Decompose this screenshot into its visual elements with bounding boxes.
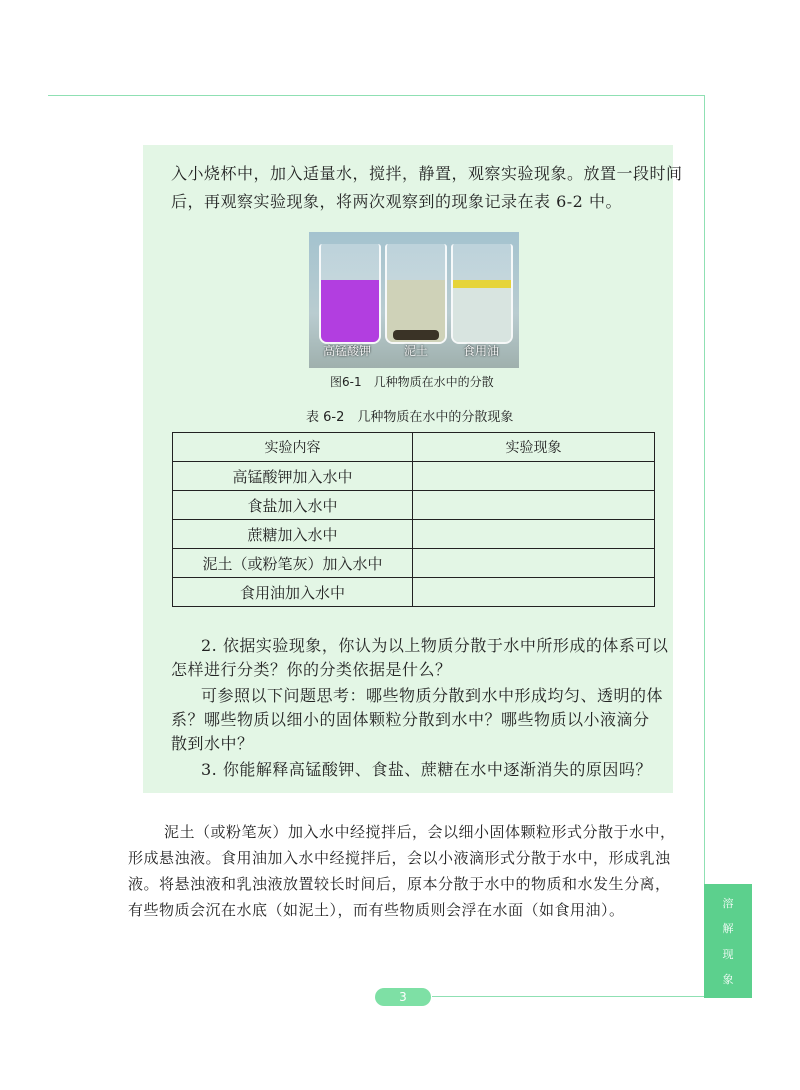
- row-phenomenon-cell: [413, 549, 655, 578]
- body-line-2: 形成悬浊液。食用油加入水中经搅拌后，会以小液滴形式分散于水中，形成乳浊: [128, 849, 671, 867]
- chapter-side-tab: [704, 884, 752, 998]
- row-phenomenon-cell: [413, 462, 655, 491]
- intro-line-2: 后，再观察实验现象，将两次观察到的现象记录在表 6-2 中。: [171, 192, 622, 211]
- row-content: 高锰酸钾加入水中: [173, 462, 413, 491]
- page-number: 3: [375, 988, 431, 1006]
- row-phenomenon-cell: [413, 491, 655, 520]
- table-caption: 表 6-2 几种物质在水中的分散现象: [306, 410, 514, 425]
- question-line-6: 3. 你能解释高锰酸钾、食盐、蔗糖在水中逐渐消失的原因吗？: [201, 760, 652, 779]
- row-content: 食盐加入水中: [173, 491, 413, 520]
- photo-label-soil: 泥土: [404, 344, 429, 358]
- row-content: 蔗糖加入水中: [173, 520, 413, 549]
- table-row: [173, 578, 655, 607]
- photo-label-permanganate: 高锰酸钾: [323, 344, 372, 358]
- table-header-row: [173, 433, 655, 462]
- table-row: [173, 462, 655, 491]
- question-line-3: 可参照以下问题思考：哪些物质分散到水中形成均匀、透明的体: [201, 686, 664, 705]
- question-line-2: 怎样进行分类？你的分类依据是什么？: [171, 660, 452, 679]
- row-phenomenon-cell: [413, 520, 655, 549]
- right-rule: [704, 95, 705, 885]
- figure-caption: 图6-1 几种物质在水中的分散: [330, 375, 494, 389]
- table-row: [173, 549, 655, 578]
- body-line-4: 有些物质会沉在水底（如泥土），而有些物质则会浮在水面（如食用油）。: [128, 901, 625, 919]
- question-line-5: 散到水中？: [171, 734, 254, 753]
- side-tab-char: 现: [722, 947, 734, 961]
- header-content: 实验内容: [173, 433, 413, 462]
- beaker-soil: [385, 244, 447, 344]
- header-phenomenon: 实验现象: [413, 433, 655, 462]
- row-phenomenon-cell: [413, 578, 655, 607]
- side-tab-char: 解: [722, 922, 734, 936]
- side-tab-char: 象: [722, 973, 734, 987]
- question-line-1: 2. 依据实验现象，你认为以上物质分散于水中所形成的体系可以: [201, 636, 669, 655]
- table-row: [173, 491, 655, 520]
- beaker-permanganate: [319, 244, 381, 344]
- question-line-4: 系？哪些物质以细小的固体颗粒分散到水中？哪些物质以小液滴分: [171, 710, 650, 729]
- row-content: 泥土（或粉笔灰）加入水中: [173, 549, 413, 578]
- side-tab-char: 溶: [722, 896, 734, 910]
- dispersion-table: [172, 432, 655, 607]
- body-line-3: 液。将悬浊液和乳浊液放置较长时间后，原本分散于水中的物质和水发生分离，: [128, 875, 671, 893]
- beaker-oil: [451, 244, 513, 344]
- intro-line-1: 入小烧杯中，加入适量水，搅拌，静置，观察实验现象。放置一段时间: [171, 164, 683, 183]
- beakers-photo: [309, 232, 519, 368]
- table-row: [173, 520, 655, 549]
- top-rule: [48, 95, 704, 96]
- body-line-1: 泥土（或粉笔灰）加入水中经搅拌后，会以细小固体颗粒形式分散于水中，: [164, 823, 676, 841]
- row-content: 食用油加入水中: [173, 578, 413, 607]
- photo-label-oil: 食用油: [463, 344, 500, 358]
